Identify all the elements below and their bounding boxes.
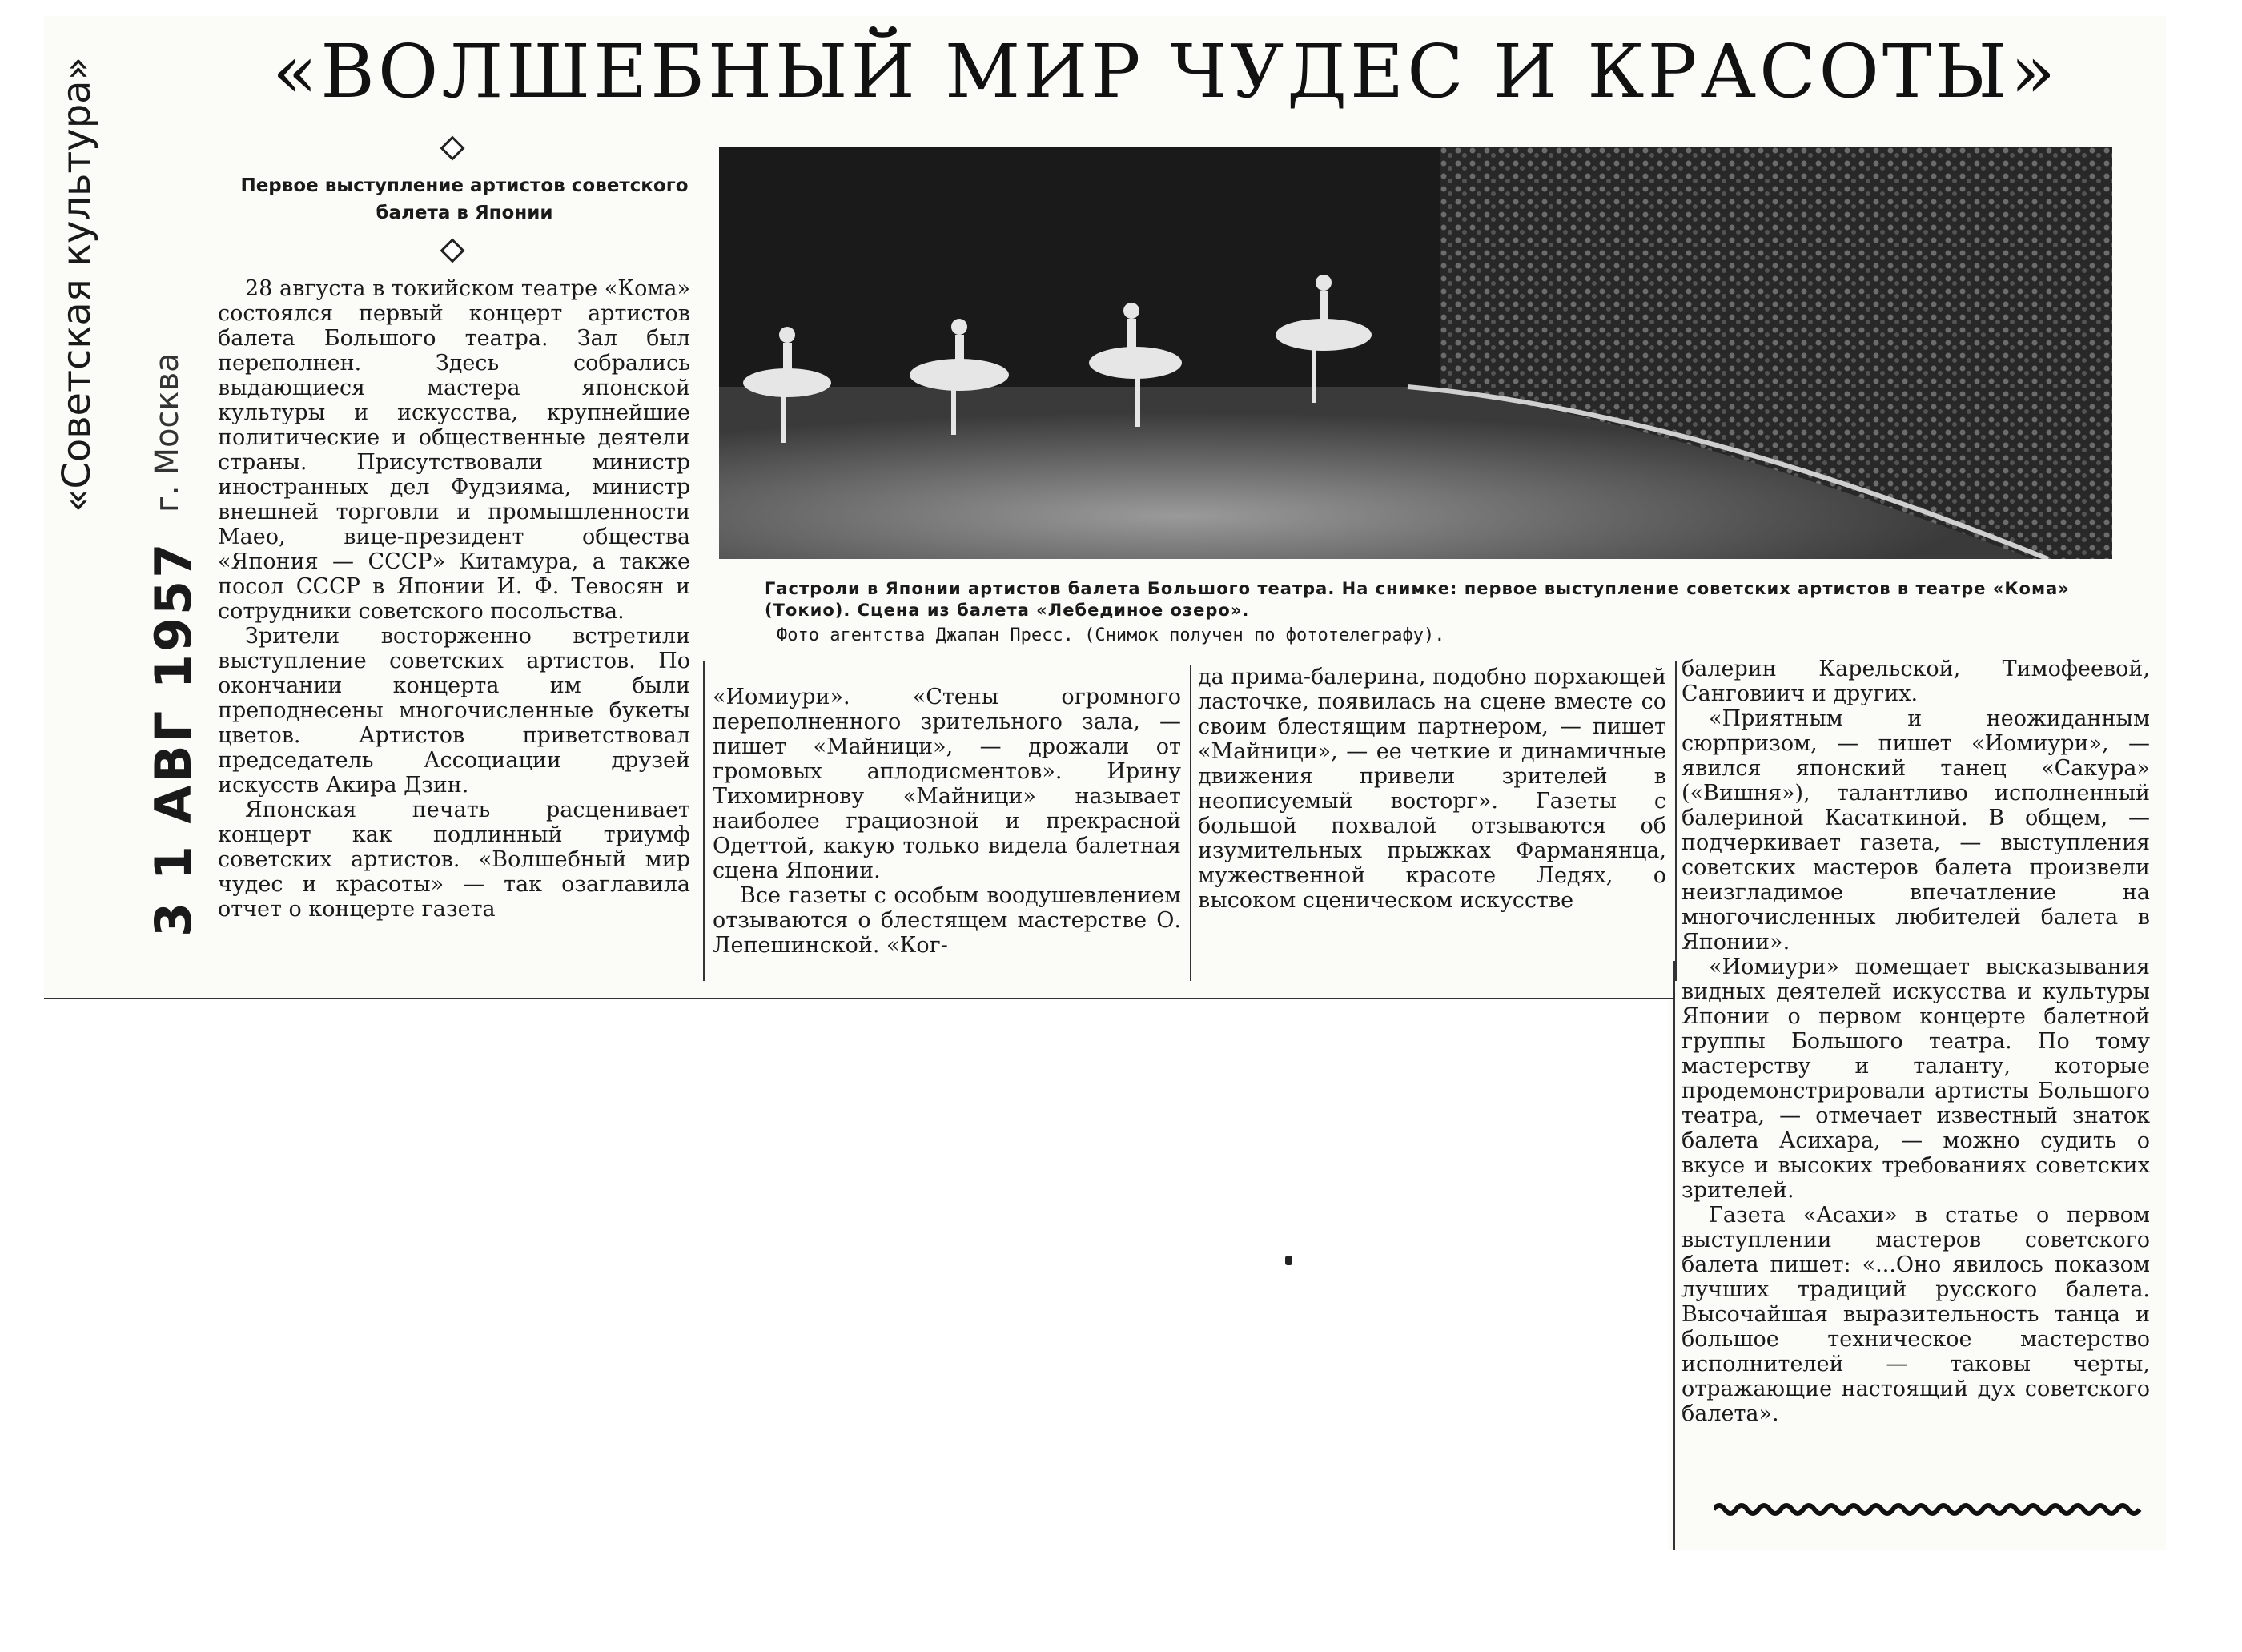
article-column-1 bbox=[218, 276, 690, 973]
paragraph: «Иомиури». «Стены огромного переполненного зрительного зала, — пишет «Майници», — дрожали от громовых аплодисментов». Ирину Тихомирнову «Майници» называет наиболее грациозной и прекрасной Одеттой, какую только видела балетная сцена Японии. bbox=[713, 685, 1181, 883]
scan-speck bbox=[1285, 1256, 1292, 1265]
paragraph: Зрители восторженно встретили выступление советских артистов. По окончании концерта им были преподнесены многочисленные букеты цветов. Артистов приветствовал председатель Ассоциации друзей искусств Акира Дзин. bbox=[218, 624, 690, 798]
column-rule-1 bbox=[703, 661, 705, 981]
paragraph: Все газеты с особым воодушевлением отзываются о блестящем мастерстве О. Лепешинской. «Ког- bbox=[713, 883, 1181, 958]
article-column-4 bbox=[1682, 657, 2150, 1509]
article-column-2 bbox=[713, 685, 1181, 981]
photo-credit: Фото агентства Джапан Пресс. (Снимок получен по фототелеграфу). bbox=[777, 625, 1445, 645]
column-rule-2 bbox=[1190, 665, 1191, 981]
paragraph: Японская печать расценивает концерт как подлинный триумф советских артистов. «Волшебный мир чудес и красоты» — так озаглавила отчет о концерте газета bbox=[218, 798, 690, 922]
ballet-scene-image bbox=[719, 147, 2112, 559]
clipping-bottom-edge bbox=[44, 998, 1673, 999]
paragraph: «Иомиури» помещает высказывания видных деятелей искусства и культуры Японии о первом концерте балетной группы Большого театра. По тому мастерству и таланту, которые продемонстрировали артисты Большого театра, — отмечает известный знаток балета Асихара, — можно судить о вкусе и высоких требованиях советских зрителей. bbox=[1682, 955, 2150, 1203]
paragraph: балерин Карельской, Тимофеевой, Санговиич и других. bbox=[1682, 657, 2150, 706]
headline: «ВОЛШЕБНЫЙ МИР ЧУДЕС И КРАСОТЫ» bbox=[272, 29, 2059, 115]
stamp-city: г. Москва bbox=[149, 352, 186, 512]
wavy-end-rule bbox=[1714, 1497, 2146, 1521]
column-rule-3 bbox=[1675, 661, 1677, 981]
ballet-photo bbox=[719, 147, 2112, 559]
paragraph: Газета «Асахи» в статье о первом выступлении мастеров советского балета пишет: «...Оно явилось показом лучших традиций русского балета. Высочайшая выразительность танца и большое техническое мастерство исполнителей — таковы черты, отражающие настоящий дух советского балета». bbox=[1682, 1203, 2150, 1426]
paragraph: «Приятным и неожиданным сюрпризом, — пишет «Иомиури», — явился японский танец «Сакура» («Вишня»), талантливо исполненный балериной Касаткиной. В общем, — подчеркивает газета, — выступления советских мастеров балета произвели неизгладимое впечатление на многочисленных любителей балета в Японии». bbox=[1682, 706, 2150, 955]
stamp-source: «Советская культура» bbox=[54, 57, 99, 512]
photo-caption: Гастроли в Японии артистов балета Большого театра. На снимке: первое выступление советских артистов в театре «Кома» (Токио). Сцена из балета «Лебединое озеро». bbox=[765, 579, 2070, 620]
paragraph: да прима-балерина, подобно порхающей ласточке, появилась на сцене вместе со своим блестящим партнером, — пишет «Майници», — ее четкие и динамичные движения привели зрителей в неописуемый восторг». Газеты с большой похвалой отзываются об изумительных прыжках Фарманянца, мужественной красоте Ледях, о высоком сценическом искусстве bbox=[1198, 665, 1666, 913]
stamp-date: 3 1 АВГ 1957 bbox=[144, 541, 203, 937]
clipping-step-edge bbox=[1673, 961, 1675, 1550]
subheading: Первое выступление артистов советского балета в Японии bbox=[240, 175, 689, 223]
article-column-3 bbox=[1198, 665, 1666, 981]
paragraph: 28 августа в токийском театре «Кома» состоялся первый концерт артистов балета Большого театра. Зал был переполнен. Здесь собрались выдающиеся мастера японской культуры и искусства, крупнейшие политические и общественные деятели страны. Присутствовали министр иностранных дел Фудзияма, министр внешней торговли и промышленности Маео, вице-президент общества «Япония — СССР» Китамура, а также посол СССР в Японии И. Ф. Тевосян и сотрудники советского посольства. bbox=[218, 276, 690, 624]
